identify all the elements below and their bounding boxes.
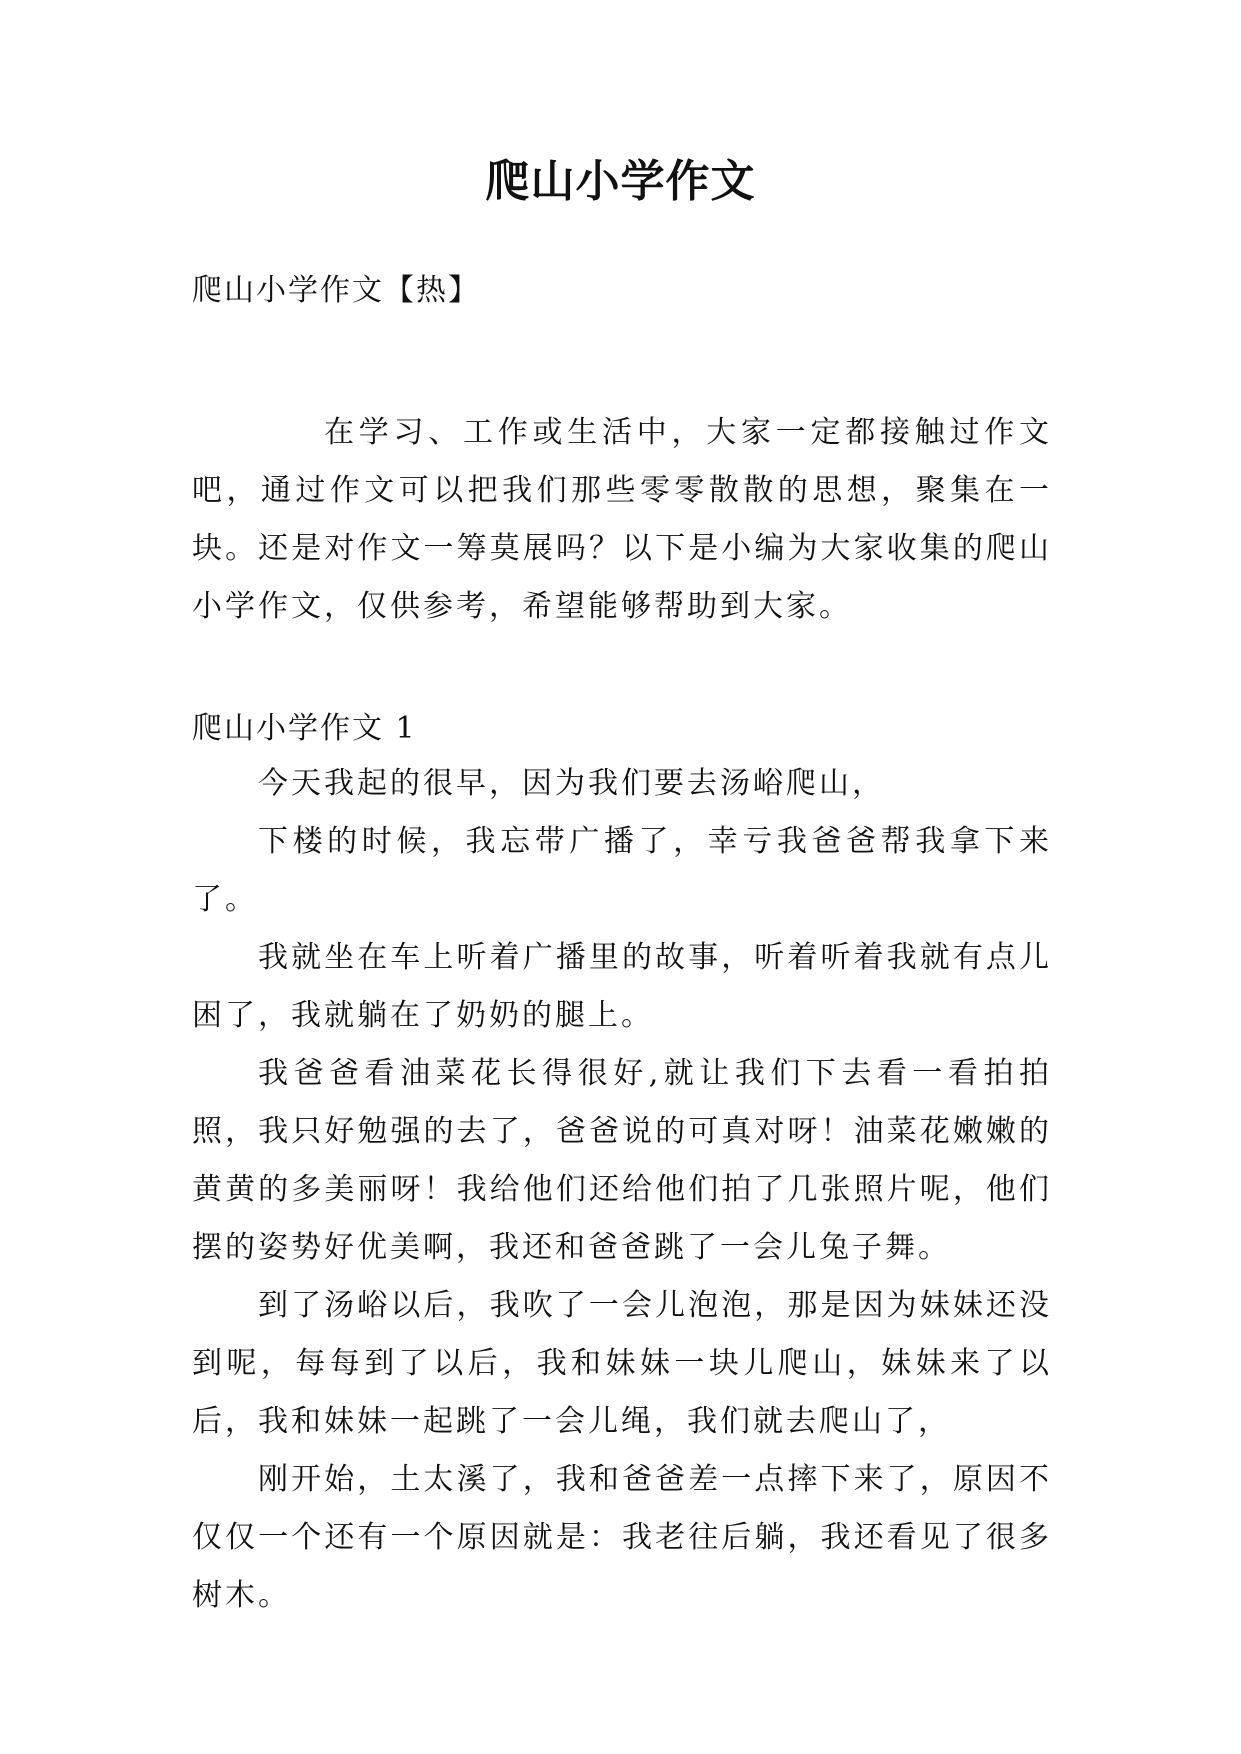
document-title: 爬山小学作文	[485, 156, 756, 207]
essay-paragraph: 到了汤峪以后，我吹了一会儿泡泡，那是因为妹妹还没到呢，每每到了以后，我和妹妹一块儿爬山，妹妹来了以后，我和妹妹一起跳了一会儿绳，我们就去爬山了，	[192, 1288, 1052, 1439]
intro-paragraph: 在学习、工作或生活中，大家一定都接触过作文吧，通过作文可以把我们那些零零散散的思想，聚集在一块。还是对作文一筹莫展吗？以下是小编为大家收集的爬山小学作文，仅供参考，希望能够帮助到大家。	[192, 415, 1052, 624]
essay-paragraph: 我爸爸看油菜花长得很好,就让我们下去看一看拍拍照，我只好勉强的去了，爸爸说的可真对呀！油菜花嫩嫩的黄黄的多美丽呀！我给他们还给他们拍了几张照片呢，他们摆的姿势好优美啊，我还和爸爸跳了一会儿兔子舞。	[192, 1056, 1052, 1265]
document-subtitle: 爬山小学作文【热】	[192, 273, 480, 308]
section-heading: 爬山小学作文 1	[192, 711, 417, 746]
essay-paragraph: 下楼的时候，我忘带广播了，幸亏我爸爸帮我拿下来了。	[192, 824, 1052, 917]
essay-paragraph: 刚开始，土太溪了，我和爸爸差一点摔下来了，原因不仅仅一个还有一个原因就是：我老往后躺，我还看见了很多树木。	[192, 1462, 1052, 1613]
essay-content	[192, 755, 1052, 1625]
essay-paragraph: 我就坐在车上听着广播里的故事，听着听着我就有点儿困了，我就躺在了奶奶的腿上。	[192, 940, 1052, 1033]
essay-paragraph: 今天我起的很早，因为我们要去汤峪爬山，	[258, 766, 885, 801]
